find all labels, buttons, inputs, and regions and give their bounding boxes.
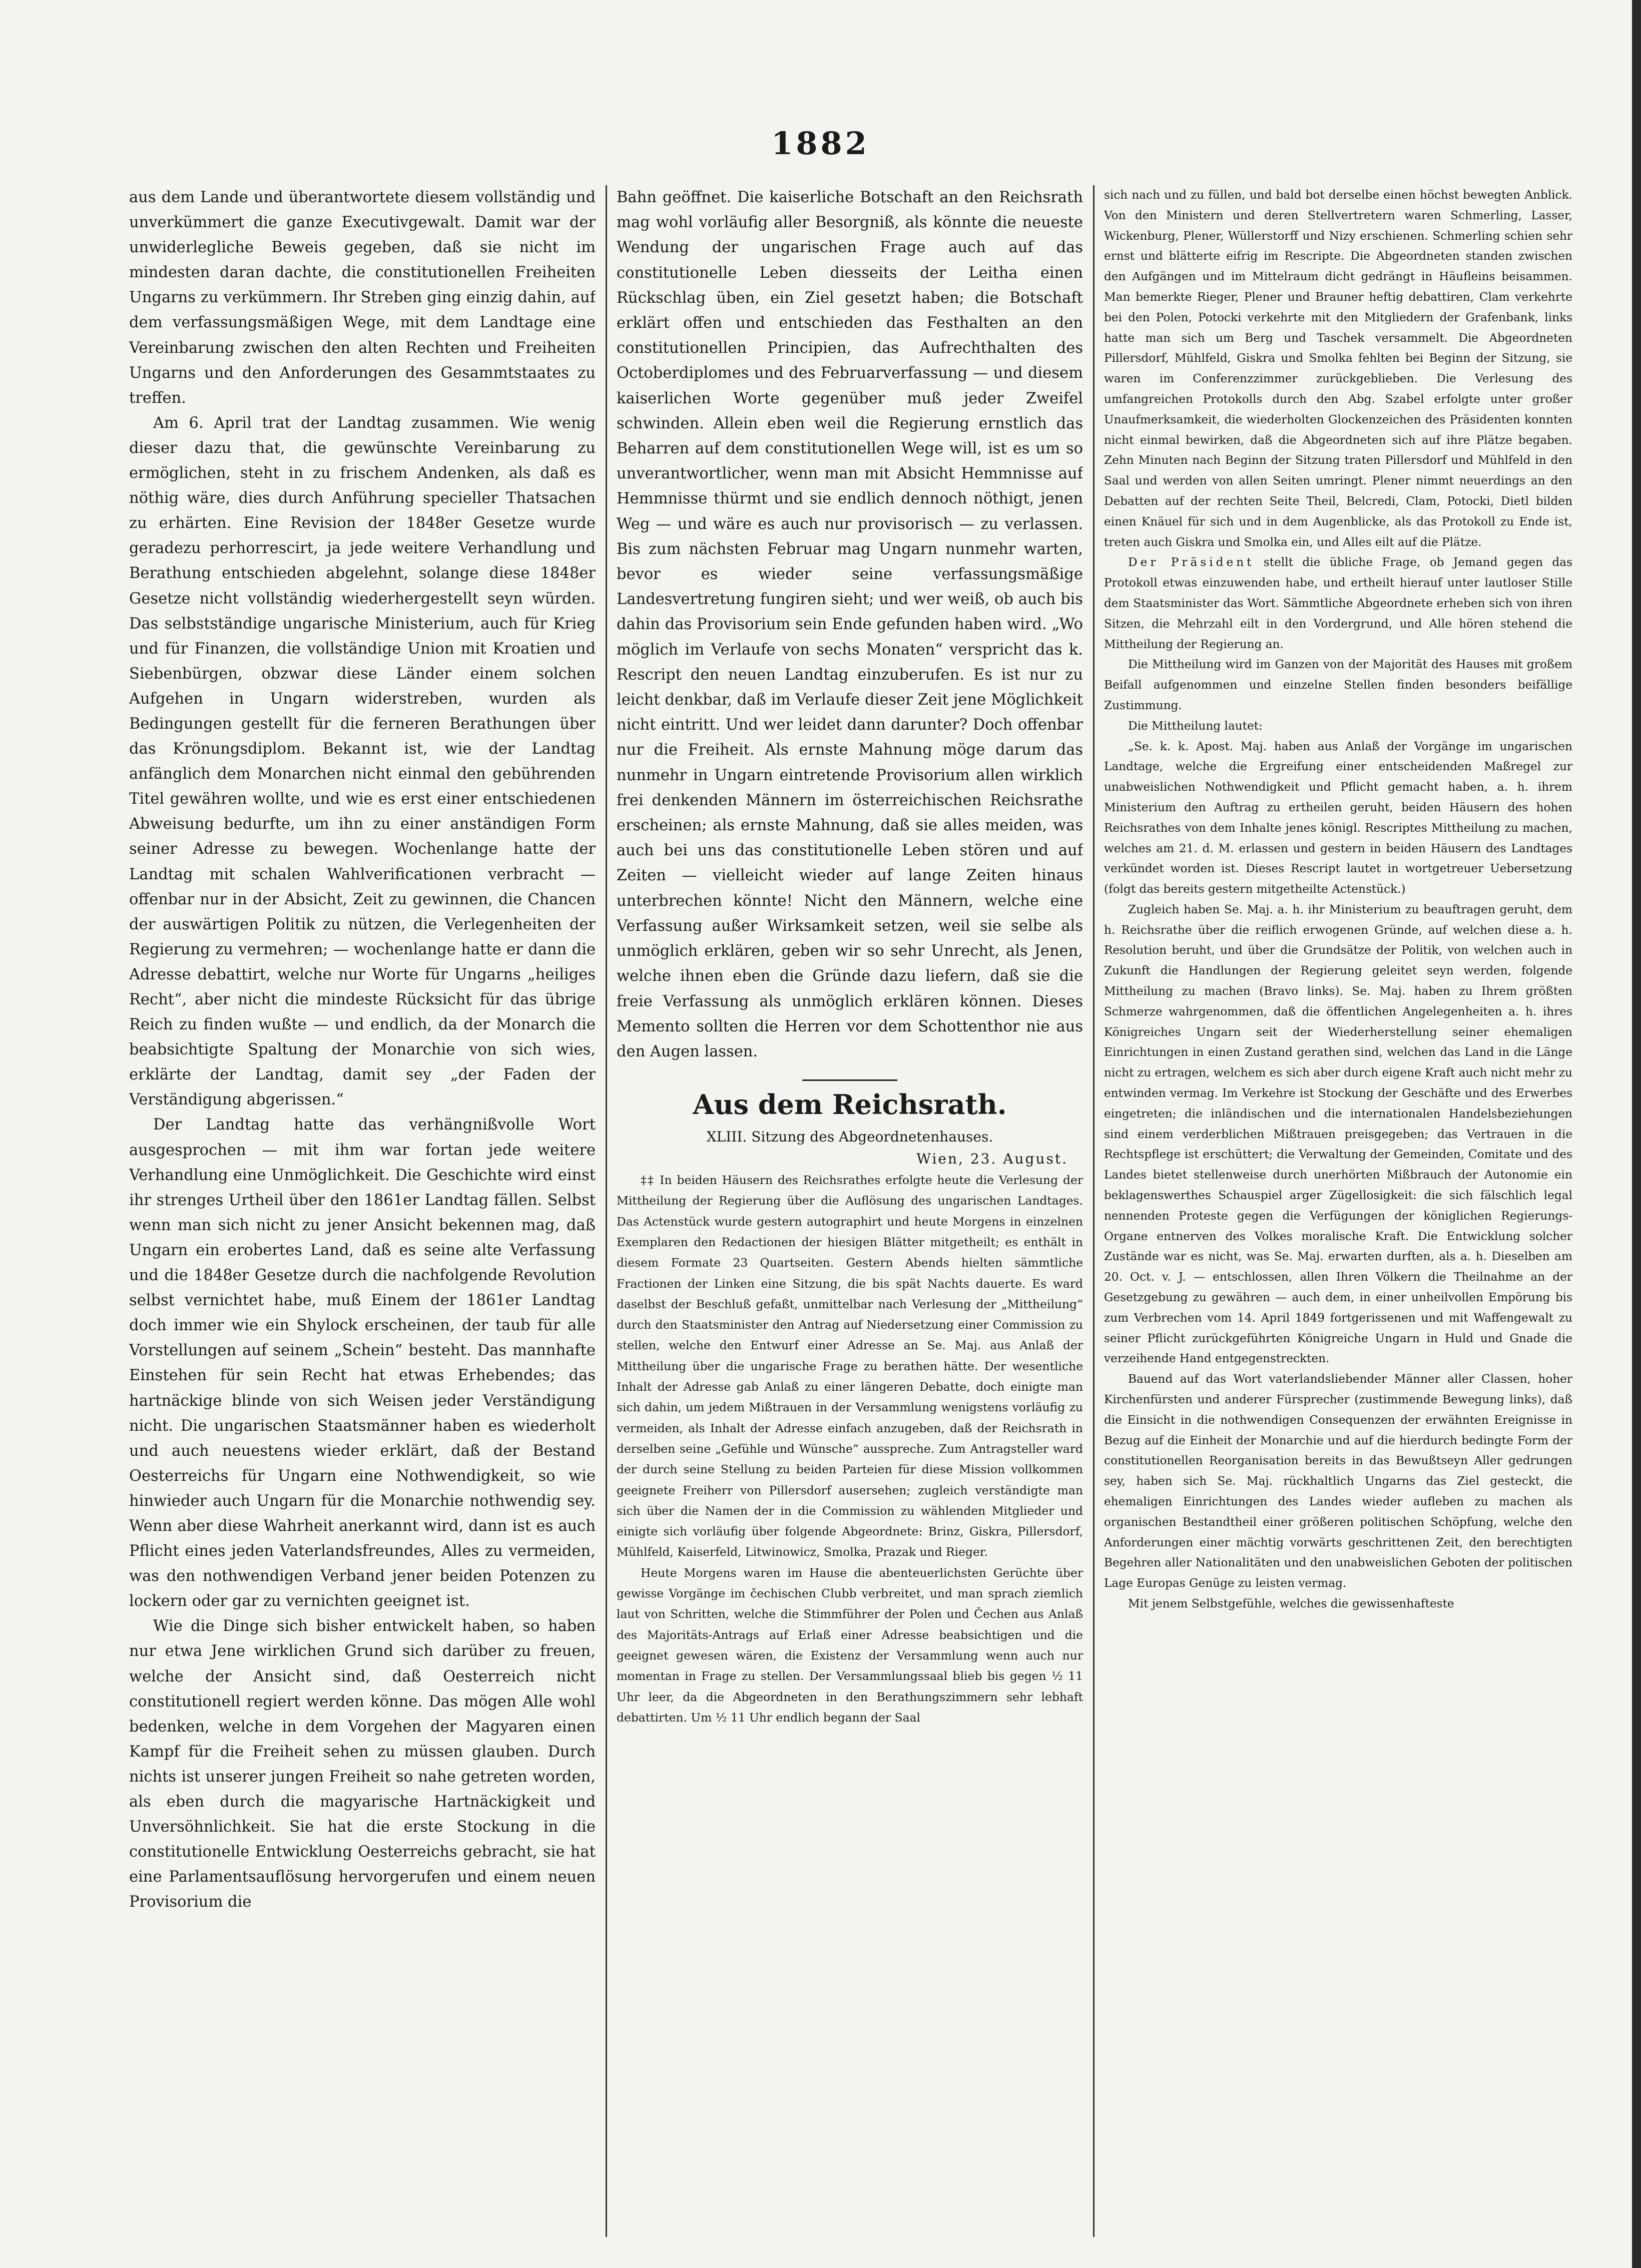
page-number: 1882 bbox=[771, 125, 870, 162]
paragraph: aus dem Lande und überantwortete diesem vollständig und unverkümmert die ganze Executivgewalt. Damit war der unwiderlegliche Beweis gegeben, daß sie nicht im mindesten daran dachte, die constitutionellen Freiheiten Ungarns zu verkümmern. Ihr Streben ging einzig dahin, auf dem verfassungsmäßigen Wege, mit dem Landtage eine Vereinbarung zwischen den alten Rechten und Freiheiten Ungarns und den Anforderungen des Gesammtstaates zu treffen. bbox=[129, 189, 596, 407]
paragraph: Die Mittheilung lautet: bbox=[1128, 719, 1263, 733]
column-rule-right bbox=[1093, 185, 1095, 2237]
paragraph: sich nach und zu füllen, und bald bot derselbe einen höchst bewegten Anblick. Von den Ministern und deren Stellvertretern waren Schmerling, Lasser, Wickenburg, Plener, Wüllerstorff und Nizy erschienen. Schmerling schien sehr ernst und blätterte eifrig im Rescripte. Die Abgeordneten standen zwischen den Aufgängen und im Mittelraum dicht gedrängt in Häufleins beisammen. Man bemerkte Rieger, Plener und Brauner heftig debattiren, Clam verkehrte bei den Polen, Potocki verkehrte mit den Mitgliedern der Grafenbank, links hatte man sich um Berg und Taschek versammelt. Die Abgeordneten Pillersdorf, Mühlfeld, Giskra und Smolka fehlten bei Beginn der Sitzung, sie waren im Conferenzzimmer zurückgeblieben. Die Verlesung des umfangreichen Protokolls durch den Abg. Szabel erfolgte unter großer Unaufmerksamkeit, die wiederholten Glockenzeichen des Präsidenten konnten nicht einmal bewirken, daß die Abgeordneten sich auf ihre Plätze begaben. Zehn Minuten nach Beginn der Sitzung traten Pillersdorf und Mühlfeld in den Saal und werden von allen Seiten umringt. Plener nimmt neuerdings an den Debatten auf der rechten Seite Theil, Belcredi, Clam, Potocki, Dietl bilden einen Knäuel für sich und in dem Augenblicke, als das Protokoll zu Ende ist, treten auch Giskra und Smolka ein, und Alles eilt auf die Plätze. bbox=[1104, 188, 1572, 549]
paragraph: Am 6. April trat der Landtag zusammen. Wie wenig dieser dazu that, die gewünschte Vereinbarung zu ermöglichen, steht in zu frischem Andenken, als daß es nöthig wäre, dies durch Anführung specieller Thatsachen zu erhärten. Eine Revision der 1848er Gesetze wurde geradezu perhorrescirt, ja jede weitere Verhandlung und Berathung entschieden abgelehnt, solange diese 1848er Gesetze nicht vollständig wiederhergestellt seyn würden. Das selbstständige ungarische Ministerium, auch für Krieg und für Finanzen, die vollständige Union mit Kroatien und Siebenbürgen, obzwar diese Länder einem solchen Aufgehen in Ungarn widerstreben, wurden als Bedingungen gestellt für die ferneren Berathungen über das Krönungsdiplom. Bekannt ist, wie der Landtag anfänglich dem Monarchen nicht einmal den gebührenden Titel gewähren wollte, und wie es erst einer entschiedenen Abweisung bedurfte, um ihn zu einer anständigen Form seiner Adresse zu bewegen. Wochenlange hatte der Landtag mit schalen Wahlverificationen verbracht — offenbar nur in der Absicht, Zeit zu gewinnen, die Chancen der auswärtigen Politik zu nützen, die Verlegenheiten der Regierung zu vermehren; — wochenlange hatte er dann die Adresse debattirt, welche nur Worte für Ungarns „heiliges Recht“, aber nicht die mindeste Rücksicht für das übrige Reich zu finden wußte — und endlich, da der Monarch die beabsichtigte Spaltung der Monarchie von sich wies, erklärte der Landtag, damit sey „der Faden der Verständigung abgerissen.“ bbox=[129, 414, 596, 1109]
president-text: stellt die übliche Frage, ob Jemand gegen das Protokoll etwas einzuwenden habe, und ertheilt hierauf unter lautloser Stille dem Staatsminister das Wort. Sämmtliche Abgeordnete erheben sich von ihren Sitzen, die Mehrzahl eilt in den Vordergrund, und Alle hören stehend die Mittheilung der Regierung an. bbox=[1104, 555, 1572, 651]
column-left bbox=[129, 185, 596, 2242]
paragraph: Wie die Dinge sich bisher entwickelt haben, so haben nur etwa Jene wirklichen Grund sich darüber zu freuen, welche der Ansicht sind, daß Oesterreich nicht constitutionell regiert werden könne. Das mögen Alle wohl bedenken, welche in dem Vorgehen der Magyaren einen Kampf für die Freiheit sehen zu müssen glauben. Durch nichts ist unserer jungen Freiheit so nahe getreten worden, als eben durch die magyarische Hartnäckigkeit und Unversöhnlichkeit. Sie hat die erste Stockung in die constitutionelle Entwicklung Oesterreichs gebracht, sie hat eine Parlamentsauflösung hervorgerufen und einem neuen Provisorium die bbox=[129, 1617, 596, 1911]
section-title: Aus dem Reichsrath. bbox=[693, 1088, 1007, 1121]
session-heading: XLIII. Sitzung des Abgeordnetenhauses. bbox=[706, 1128, 993, 1146]
president-lead: Der Präsident bbox=[1128, 555, 1255, 570]
report-paragraph: Heute Morgens waren im Hause die abenteuerlichsten Gerüchte über gewisse Vorgänge im čechischen Clubb verbreitet, und man sprach ziemlich laut von Schritten, welche die Stimmführer der Polen und Čechen aus Anlaß des Majoritäts-Antrags auf Erlaß einer Adresse beabsichtigen und die geeignet gewesen wären, die Existenz der Versammlung wenn auch nur momentan in Frage zu stellen. Der Versammlungssaal blieb bis gegen ½ 11 Uhr leer, da die Abgeordneten in den Berathungszimmern sehr lebhaft debattirten. Um ½ 11 Uhr endlich begann der Saal bbox=[617, 1565, 1083, 1725]
column-rule-left bbox=[606, 185, 607, 2237]
column-right bbox=[1104, 185, 1572, 2242]
paragraph: Der Landtag hatte das verhängnißvolle Wort ausgesprochen — mit ihm war fortan jede weitere Verhandlung eine Unmöglichkeit. Die Geschichte wird einst ihr strenges Urtheil über den 1861er Landtag fällen. Selbst wenn man sich nicht zu jener Ansicht bekennen mag, daß Ungarn ein erobertes Land, daß es seine alte Verfassung und die 1848er Gesetze durch die nachfolgende Revolution selbst vernichtet habe, muß Einem der 1861er Landtag doch immer wie ein Shylock erscheinen, der taub für alle Vorstellungen auf seinem „Schein“ besteht. Das mannhafte Einstehen für sein Recht hat etwas Erhebendes; das hartnäckige blinde von sich Weisen jeder Verständigung nicht. Die ungarischen Staatsmänner haben es wiederholt und auch neuestens wieder erklärt, daß der Bestand Oesterreichs für Ungarn eine Nothwendigkeit, so wie hinwieder auch Ungarn für die Monarchie nothwendig sey. Wenn aber diese Wahrheit anerkannt wird, dann ist es auch Pflicht eines jeden Vaterlandsfreundes, Alles zu vermeiden, was den nothwendigen Verband jener beiden Potenzen zu lockern oder gar zu vernichten geeignet ist. bbox=[129, 1116, 596, 1610]
column-middle bbox=[617, 185, 1083, 2242]
section-divider bbox=[802, 1079, 897, 1081]
page-edge bbox=[1632, 0, 1641, 2268]
paragraph: Mit jenem Selbstgefühle, welches die gewissenhafteste bbox=[1128, 1596, 1454, 1610]
dateline: Wien, 23. August. bbox=[916, 1151, 1068, 1168]
paragraph: Zugleich haben Se. Maj. a. h. ihr Ministerium zu beauftragen geruht, dem h. Reichsrathe über die reiflich erwogenen Gründe, auf welchen diese a. h. Resolution beruht, und über die Grundsätze der Politik, von welchen auch in Zukunft die Handlungen der Regierung geleitet seyn werden, folgende Mittheilung zu machen (Bravo links). Se. Maj. haben zu Ihrem größten Schmerze wahrgenommen, daß die öffentlichen Angelegenheiten a. h. ihres Königreiches Ungarn seit der Wiederherstellung seiner ehemaligen Einrichtungen in einen Zustand gerathen sind, welchen das Land in die Länge nicht zu ertragen, welchem es sich aber durch eigene Kraft auch nicht mehr zu entwinden vermag. Im Verkehre ist Stockung der Geschäfte und des Erwerbes eingetreten; die inländischen und die internationalen Handelsbeziehungen sind einem verderblichen Mißtrauen preisgegeben; das Vertrauen in die Rechtspflege ist erschüttert; die Verwaltung der Gemeinden, Comitate und des Landes bietet stellenweise durch unerhörten Mißbrauch der Autonomie ein beklagenswerthes Schauspiel arger Zügellosigkeit: die sich fälschlich legal nennenden Proteste gegen die Verfügungen der königlichen Regierungs-Organe entnerven des Volkes moralische Kraft. Die Entwicklung solcher Zustände war es nicht, was Se. Maj. erwarten durften, als a. h. Dieselben am 20. Oct. v. J. — entschlossen, allen Ihren Völkern die Theilnahme an der Gesetzgebung zu gewähren — auch dem, in einer unheilvollen Empörung bis zum Verbrechen vom 14. April 1849 fortgerissenen und mit Waffengewalt zu seiner Pflicht zurückgeführten Königreiche Ungarn in Huld und Gnade die verzeihende Hand entgegenstreckten. bbox=[1104, 902, 1572, 1366]
paragraph: „Se. k. k. Apost. Maj. haben aus Anlaß der Vorgänge im ungarischen Landtage, welche die Ergreifung einer entscheidenden Maßregel zur unabweislichen Nothwendigkeit und Pflicht gemacht haben, a. h. ihrem Ministerium den Auftrag zu ertheilen geruht, beiden Häusern des hohen Reichsrathes von dem Inhalte jenes königl. Rescriptes Mittheilung zu machen, welches am 21. d. M. erlassen und gestern in beiden Häusern des Landtages verkündet worden ist. Dieses Rescript lautet in wortgetreuer Uebersetzung (folgt das bereits gestern mitgetheilte Actenstück.) bbox=[1104, 739, 1572, 896]
paragraph bbox=[1104, 552, 1572, 655]
report-paragraph: ‡‡ In beiden Häusern des Reichsrathes erfolgte heute die Verlesung der Mittheilung der Regierung über die Auflösung des ungarischen Landtages. Das Actenstück wurde gestern autographirt und heute Morgens in einzelnen Exemplaren den Redactionen der hiesigen Blätter mitgetheilt; es enthält in diesem Formate 23 Quartseiten. Gestern Abends hielten sämmtliche Fractionen der Linken eine Sitzung, die bis spät Nachts dauerte. Es ward daselbst der Beschluß gefaßt, unmittelbar nach Verlesung der „Mittheilung“ durch den Staatsminister den Antrag auf Niedersetzung einer Commission zu stellen, welche den Entwurf einer Adresse an Se. Maj. aus Anlaß der Mittheilung über die ungarische Frage zu berathen hätte. Der wesentliche Inhalt der Adresse gab Anlaß zu einer längeren Debatte, doch einigte man sich dahin, um jedem Mißtrauen in der Versammlung wenigstens vorläufig zu vermeiden, als Inhalt der Adresse einfach anzugeben, daß der Reichsrath in derselben seine „Gefühle und Wünsche“ ausspreche. Zum Antragsteller ward der durch seine Stellung zu beiden Parteien für diese Mission vollkommen geeignete Freiherr von Pillersdorf ausersehen; zugleich verständigte man sich über die Namen der in die Commission zu wählenden Mitglieder und einigte sich vorläufig über folgende Abgeordnete: Brinz, Giskra, Pillersdorf, Mühlfeld, Kaiserfeld, Litwinowicz, Smolka, Prazak und Rieger. bbox=[617, 1173, 1083, 1559]
paragraph: Bahn geöffnet. Die kaiserliche Botschaft an den Reichsrath mag wohl vorläufig aller Besorgniß, als könnte die neueste Wendung der ungarischen Frage auch auf das constitutionelle Leben diesseits der Leitha einen Rückschlag üben, ein Ziel gesetzt haben; die Botschaft erklärt offen und entschieden das Festhalten an den constitutionellen Principien, das Aufrechthalten des Octoberdiplomes und des Februarverfassung — und diesem kaiserlichen Worte gegenüber muß jeder Zweifel schwinden. Allein eben weil die Regierung ernstlich das Beharren auf dem constitutionellen Wege will, ist es um so unverantwortlicher, wenn man mit Absicht Hemmnisse auf Hemmnisse thürmt und sie endlich dennoch nöthigt, jenen Weg — und wäre es auch nur provisorisch — zu verlassen. Bis zum nächsten Februar mag Ungarn nunmehr warten, bevor es wieder seine verfassungsmäßige Landesvertretung fungiren sieht; und wer weiß, ob auch bis dahin das Provisorium sein Ende gefunden haben wird. „Wo möglich im Verlaufe von sechs Monaten“ verspricht das k. Rescript den neuen Landtag einzuberufen. Es ist nur zu leicht denkbar, daß im Verlaufe dieser Zeit jene Möglichkeit nicht eintritt. Und wer leidet dann darunter? Doch offenbar nur die Freiheit. Als ernste Mahnung möge darum das nunmehr in Ungarn eintretende Provisorium allen wirklich frei denkenden Männern im österreichischen Reichsrathe erscheinen; als ernste Mahnung, daß sie alles meiden, was auch bei uns das constitutionelle Leben stören und auf Zeiten — vielleicht wieder auf lange Zeiten hinaus unterbrechen könnte! Nicht den Männern, welche eine Verfassung außer Wirksamkeit setzen, weil sie selbe als unmöglich erklären, geben wir so sehr Unrecht, als Jenen, welche ihnen eben die Gründe dazu liefern, daß sie die freie Verfassung als unmöglich erklären können. Dieses Memento sollten die Herren vor dem Schottenthor nie aus den Augen lassen. bbox=[617, 189, 1083, 1060]
paragraph: Die Mittheilung wird im Ganzen von der Majorität des Hauses mit großem Beifall aufgenommen und einzelne Stellen finden besonders beifällige Zustimmung. bbox=[1104, 658, 1572, 712]
paragraph: Bauend auf das Wort vaterlandsliebender Männer aller Classen, hoher Kirchenfürsten und anderer Fürsprecher (zustimmende Bewegung links), daß die Einsicht in die nothwendigen Consequenzen der erwähnten Ereignisse in Bezug auf die Einheit der Monarchie und auf die hierdurch bedingte Form der constitutionellen Reorganisation bereits in das Bewußtseyn Aller gedrungen sey, haben sich Se. Maj. rückhaltlich Ungarns das Ziel gesteckt, die ehemaligen Einrichtungen des Landes wieder aufleben zu machen als organischen Bestandtheil einer größeren politischen Schöpfung, welche den Anforderungen einer mächtig vorwärts geschrittenen Zeit, den berechtigten Begehren aller Nationalitäten und den unabweislichen Geboten der politischen Lage Europas Genüge zu leisten vermag. bbox=[1104, 1372, 1572, 1590]
